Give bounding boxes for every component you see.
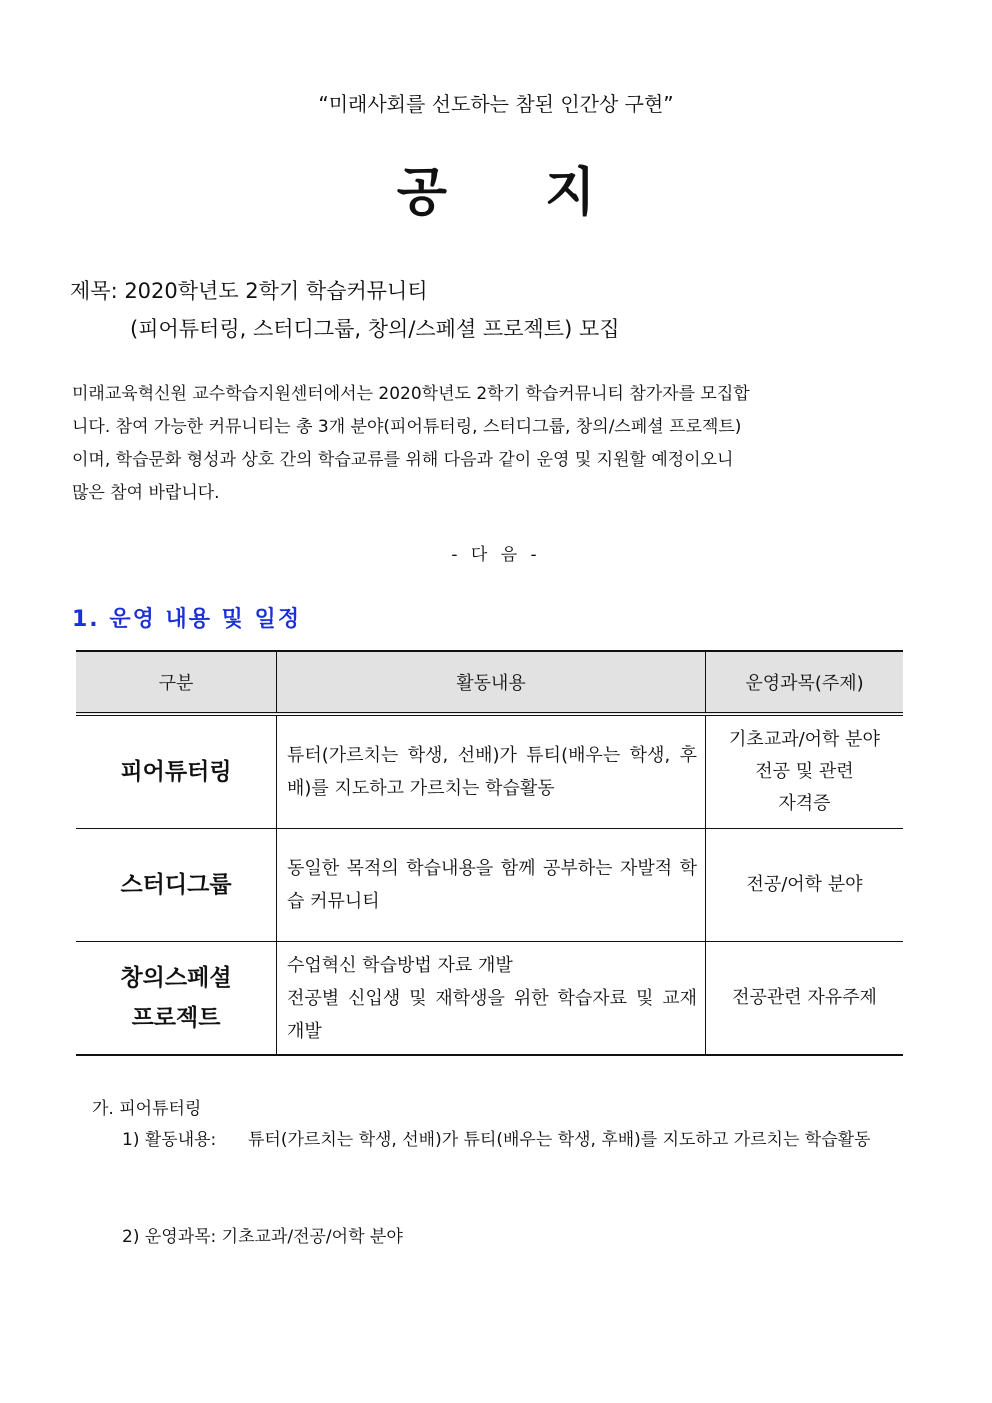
notice-title: 공 지 (396, 163, 636, 223)
subject-text: 기초교과/어학 분야 (729, 729, 880, 750)
row-category (76, 942, 277, 1056)
category-text: 창의스페셜 (120, 965, 232, 991)
intro-line-3: 이며, 학습문화 형성과 상호 간의 학습교류를 위해 다음과 같이 운영 및 지원할 예정이오니 (72, 450, 734, 470)
category-text: 프로젝트 (131, 1005, 221, 1031)
table-row (76, 942, 903, 1056)
intro-line-4: 많은 참여 바랍니다. (72, 483, 220, 503)
subject-text: 전공 및 관련 (755, 761, 854, 782)
section-title: 1. 운영 내용 및 일정 (72, 607, 302, 632)
row-subject (706, 714, 904, 829)
activity-text: 동일한 목적의 학습내용을 함께 공부하는 자발적 학습 커뮤니티 (287, 858, 697, 912)
subject-line-2: (피어튜터링, 스터디그룹, 창의/스페셜 프로젝트) 모집 (130, 317, 620, 341)
table-row (76, 829, 903, 942)
row-activity (277, 829, 706, 942)
table-header-row (76, 651, 903, 714)
subject-line-1: 제목: 2020학년도 2학기 학습커뮤니티 (70, 279, 428, 303)
item-label: 1) 활동내용: (122, 1130, 217, 1150)
row-activity (277, 942, 706, 1056)
notice-subject (70, 272, 620, 348)
table-row (76, 714, 903, 829)
row-category (76, 714, 277, 829)
header-subject: 운영과목(주제) (706, 651, 904, 714)
row-subject (706, 942, 904, 1056)
subject-text: 전공/어학 분야 (746, 874, 863, 895)
category-text: 피어튜터링 (120, 759, 232, 785)
detail-item-subject: 2) 운영과목: 기초교과/전공/어학 분야 (122, 1227, 403, 1247)
subsection-heading: 가. 피어튜터링 (92, 1099, 202, 1119)
slogan: “미래사회를 선도하는 참된 인간상 구현” (318, 92, 674, 116)
subject-text: 전공관련 자유주제 (732, 987, 877, 1008)
next-marker: - 다 음 - (451, 545, 541, 565)
row-activity (277, 714, 706, 829)
intro-line-1: 미래교육혁신원 교수학습지원센터에서는 2020학년도 2학기 학습커뮤니티 참가자를 모집합 (72, 384, 750, 404)
subject-text: 자격증 (778, 793, 831, 814)
row-subject (706, 829, 904, 942)
activity-text: 수업혁신 학습방법 자료 개발 (287, 954, 513, 976)
item-text: 튜터(가르치는 학생, 선배)가 튜티(배우는 학생, 후배)를 지도하고 가르치는 학습활동 (248, 1130, 871, 1150)
intro-paragraph (72, 378, 920, 510)
activity-text: 튜터(가르치는 학생, 선배)가 튜티(배우는 학생, 후배)를 지도하고 가르치는 학습활동 (287, 745, 697, 799)
intro-line-2: 니다. 참여 가능한 커뮤니티는 총 3개 분야(피어튜터링, 스터디그룹, 창의/스페셜 프로젝트) (72, 417, 742, 437)
category-text: 스터디그룹 (120, 872, 232, 898)
activity-text: 전공별 신입생 및 재학생을 위한 학습자료 및 교재 개발 (287, 987, 697, 1042)
row-category (76, 829, 277, 942)
operations-table (76, 650, 903, 1056)
detail-item-activity (122, 1124, 922, 1156)
header-category: 구분 (76, 651, 277, 714)
header-activity: 활동내용 (277, 651, 706, 714)
